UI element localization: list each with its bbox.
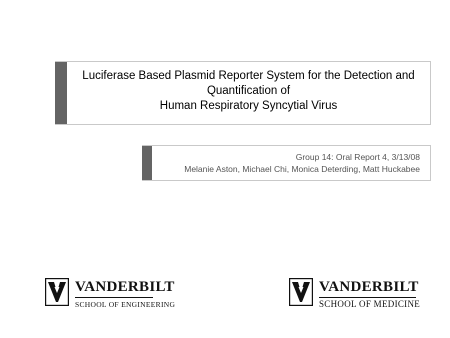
- subtitle-accent-bar: [142, 146, 152, 180]
- subtitle-report-line: Group 14: Oral Report 4, 3/13/08: [295, 152, 420, 162]
- title-line-3: Human Respiratory Syncytial Virus: [159, 100, 338, 112]
- slide-title: [67, 69, 430, 114]
- logo-wordmark: VANDERBILT: [75, 279, 175, 295]
- slide-subtitle: [184, 151, 420, 175]
- subtitle-authors-line: Melanie Aston, Michael Chi, Monica Deterding, Matt Huckabee: [184, 164, 420, 174]
- title-line-1: Luciferase Based Plasmid Reporter System for the Detection and: [82, 70, 415, 82]
- vanderbilt-shield-icon: [45, 278, 69, 306]
- title-box: [55, 61, 431, 125]
- logo-divider: [319, 297, 416, 298]
- vanderbilt-engineering-logo: [31, 265, 176, 317]
- title-accent-bar: [55, 62, 67, 124]
- vanderbilt-shield-icon: [289, 278, 313, 306]
- logo-divider: [75, 297, 153, 298]
- title-line-2: Quantification of: [206, 85, 291, 97]
- logo-school-name: SCHOOL OF MEDICINE: [319, 299, 421, 309]
- subtitle-box: [142, 145, 431, 181]
- logo-wordmark: VANDERBILT: [319, 279, 419, 295]
- vanderbilt-medicine-logo: [280, 265, 426, 317]
- logo-school-name: SCHOOL OF ENGINEERING: [75, 300, 176, 309]
